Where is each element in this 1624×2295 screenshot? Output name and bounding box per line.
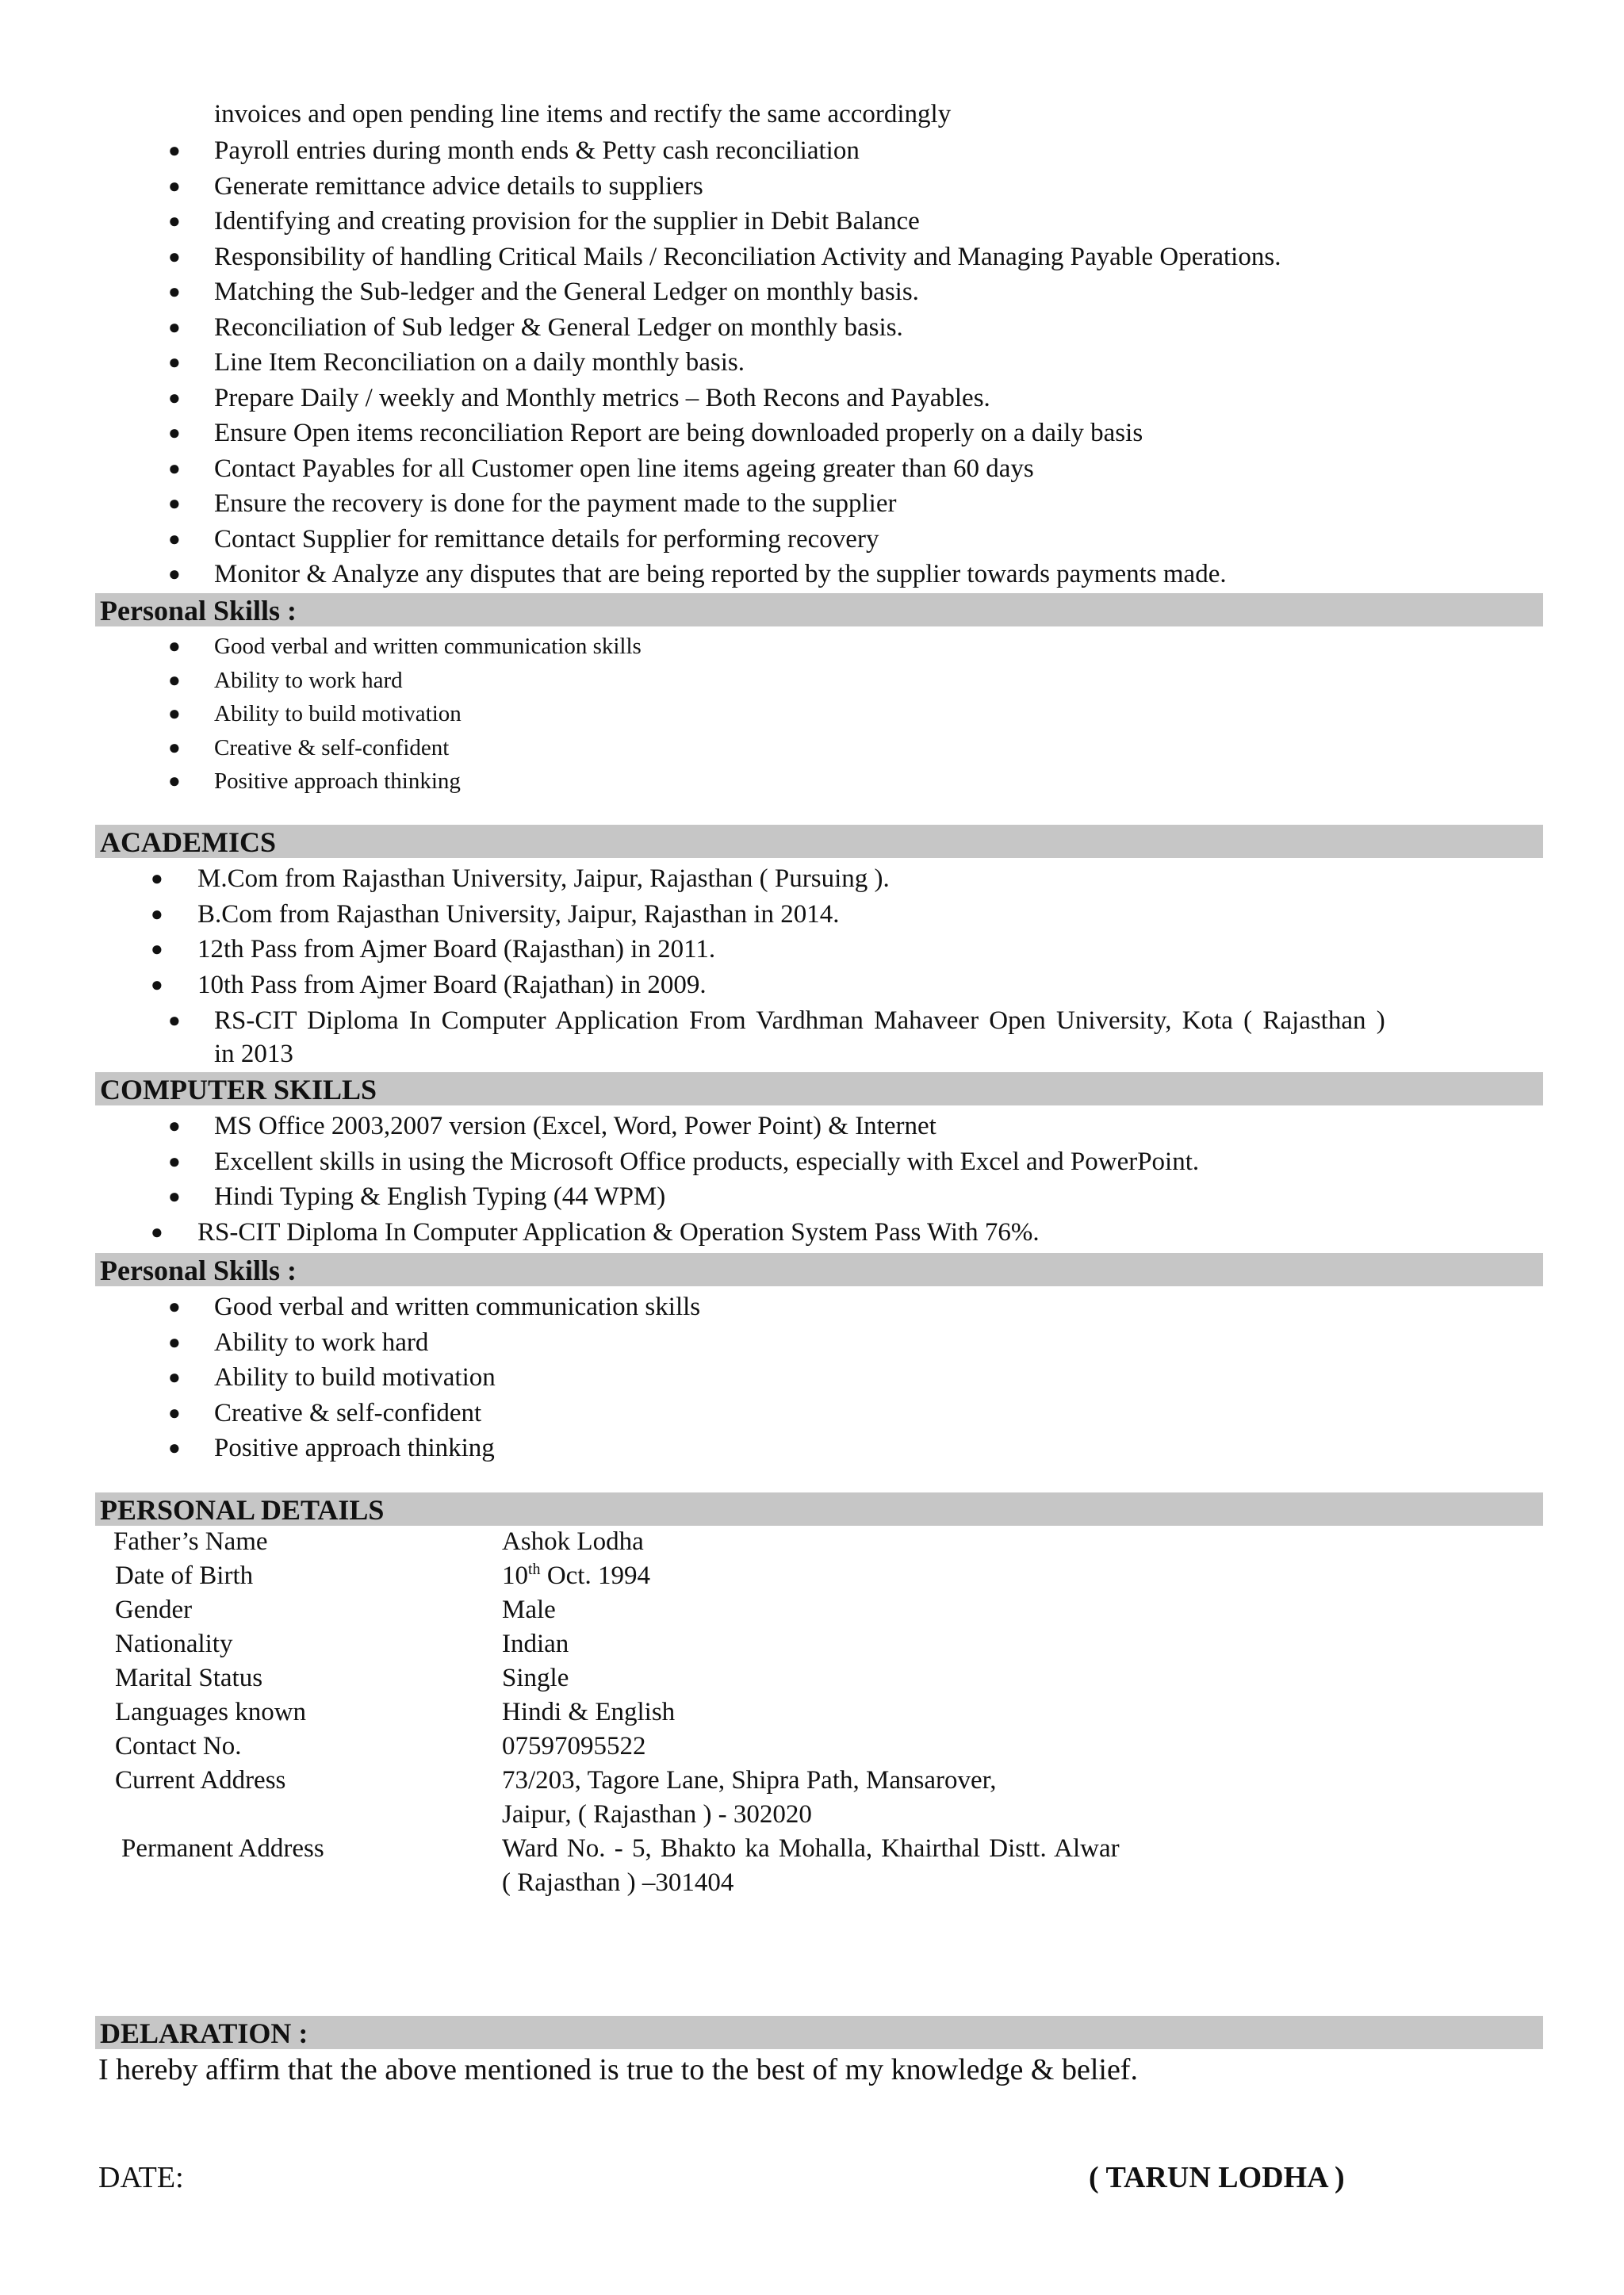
bullet-icon: ●	[168, 1009, 181, 1032]
list-item	[0, 1396, 1624, 1431]
detail-row	[113, 1764, 1461, 1798]
list-item	[0, 897, 1624, 933]
list-item-text: M.Com from Rajasthan University, Jaipur, Rajasthan ( Pursuing ).	[197, 864, 890, 893]
detail-row	[113, 1695, 1461, 1730]
list-item	[0, 1109, 1624, 1144]
bullet-icon: ●	[168, 1366, 181, 1389]
list-item-text: RS-CIT Diploma In Computer Application & Operation System Pass With 76%.	[197, 1218, 1040, 1247]
list-item-text: 10th Pass from Ajmer Board (Rajathan) in 2009.	[197, 970, 707, 999]
detail-row	[113, 1661, 1461, 1695]
detail-value: 07597095522	[502, 1732, 646, 1761]
detail-value: Single	[502, 1664, 569, 1692]
detail-label: Contact No.	[115, 1732, 242, 1761]
dob-rest: Oct. 1994	[540, 1561, 650, 1590]
personal-skills-list-2	[0, 1289, 1624, 1466]
list-item	[0, 630, 1624, 664]
detail-value	[502, 1559, 1461, 1593]
bullet-icon: ●	[168, 351, 181, 374]
detail-label: Father’s Name	[113, 1527, 268, 1556]
list-item-text: Hindi Typing & English Typing (44 WPM)	[214, 1182, 666, 1211]
bullet-icon: ●	[168, 527, 181, 550]
detail-label: Current Address	[115, 1766, 286, 1795]
detail-label-empty	[113, 1866, 502, 1900]
list-item-text: Contact Payables for all Customer open line items ageing greater than 60 days	[214, 454, 1034, 483]
list-item	[0, 697, 1624, 731]
section-title: DELARATION :	[100, 2017, 308, 2049]
list-item-text: Generate remittance advice details to suppliers	[214, 171, 703, 201]
list-item	[0, 1325, 1624, 1361]
list-item	[0, 204, 1624, 239]
personal-skills-list	[0, 630, 1624, 799]
bullet-icon: ●	[168, 174, 181, 197]
list-item-text: Ability to work hard	[214, 667, 403, 693]
academics-list	[0, 861, 1624, 1002]
detail-value: Jaipur, ( Rajasthan ) - 302020	[502, 1800, 812, 1829]
declaration-text: I hereby affirm that the above mentioned is true to the best of my knowledge & belief.	[98, 2053, 1138, 2086]
list-item	[0, 345, 1624, 381]
responsibilities-list	[0, 133, 1624, 592]
section-header-academics	[95, 825, 1543, 858]
detail-value: Male	[502, 1596, 556, 1624]
bullet-icon: ●	[168, 562, 181, 585]
section-header-computer-skills	[95, 1072, 1543, 1105]
detail-row	[113, 1866, 1461, 1900]
list-item	[0, 1360, 1624, 1396]
list-item-text: Ensure the recovery is done for the payment made to the supplier	[214, 489, 897, 518]
list-item-text: Good verbal and written communication skills	[214, 1293, 701, 1321]
list-item-text: Line Item Reconciliation on a daily monthly basis.	[214, 348, 745, 377]
list-item	[0, 522, 1624, 557]
bullet-icon: ●	[168, 1295, 181, 1318]
list-item	[0, 1289, 1624, 1325]
bullet-icon: ●	[168, 244, 181, 268]
section-title: ACADEMICS	[100, 826, 277, 858]
bullet-icon: ●	[168, 1149, 181, 1173]
list-item	[0, 1144, 1624, 1180]
list-item-text: Creative & self-confident	[214, 734, 450, 761]
section-title: COMPUTER SKILLS	[100, 1074, 377, 1105]
list-item-text: Matching the Sub-ledger and the General Ledger on monthly basis.	[214, 278, 919, 306]
bullet-icon: ●	[168, 1400, 181, 1424]
bullet-icon: ●	[168, 456, 181, 480]
detail-label: Permanent Address	[121, 1834, 324, 1863]
list-item	[0, 967, 1624, 1003]
list-item	[0, 764, 1624, 799]
bullet-icon: ●	[151, 1220, 163, 1243]
list-item	[0, 932, 1624, 967]
detail-row	[113, 1832, 1461, 1866]
list-item	[0, 169, 1624, 205]
list-item	[0, 861, 1624, 897]
bullet-icon: ●	[168, 702, 181, 725]
detail-row	[113, 1730, 1461, 1764]
bullet-icon: ●	[168, 209, 181, 232]
list-item-text: Positive approach thinking	[214, 1434, 495, 1462]
bullet-icon: ●	[168, 421, 181, 444]
bullet-icon: ●	[168, 492, 181, 515]
list-item-text: Ensure Open items reconciliation Report are being downloaded properly on a daily basis	[214, 419, 1143, 447]
bullet-icon: ●	[168, 634, 181, 657]
list-item	[0, 1431, 1624, 1466]
detail-row	[113, 1627, 1461, 1661]
list-item-text: Ability to build motivation	[214, 701, 462, 726]
list-item	[0, 310, 1624, 346]
list-item	[0, 557, 1624, 592]
bullet-icon: ●	[168, 315, 181, 339]
detail-value: Indian	[502, 1630, 569, 1658]
bullet-icon: ●	[168, 1330, 181, 1354]
detail-value: Hindi & English	[502, 1698, 676, 1726]
detail-label: Languages known	[115, 1698, 307, 1726]
rscit-line-1: RS-CIT Diploma In Computer Application From Vardhman Mahaveer Open University, Kota ( Rajasthan )	[214, 1006, 1385, 1035]
list-item-text: Prepare Daily / weekly and Monthly metrics – Both Recons and Payables.	[214, 383, 990, 412]
section-title: PERSONAL DETAILS	[100, 1494, 385, 1526]
detail-label: Gender	[115, 1596, 193, 1624]
signature: ( TARUN LODHA )	[1089, 2161, 1345, 2194]
dob-day: 10	[502, 1561, 528, 1590]
detail-row	[113, 1798, 1461, 1832]
bullet-icon: ●	[168, 1436, 181, 1459]
bullet-icon: ●	[151, 867, 163, 890]
detail-label: Marital Status	[115, 1664, 263, 1692]
list-item	[0, 664, 1624, 698]
section-title: Personal Skills :	[100, 1255, 297, 1286]
list-item-text: Payroll entries during month ends & Petty cash reconciliation	[214, 136, 860, 165]
list-item-text: Responsibility of handling Critical Mails / Reconciliation Activity and Managing Payable Operations.	[214, 242, 1281, 271]
dob-suffix: th	[528, 1561, 541, 1578]
list-item-text: Identifying and creating provision for the supplier in Debit Balance	[214, 207, 920, 236]
list-item-text: Contact Supplier for remittance details for performing recovery	[214, 524, 879, 554]
list-item	[0, 731, 1624, 765]
personal-details-table	[113, 1525, 1461, 1900]
detail-value: Ward No. - 5, Bhakto ka Mohalla, Khairthal Distt. Alwar	[502, 1834, 1120, 1863]
list-item-text: Creative & self-confident	[214, 1398, 482, 1427]
bullet-icon: ●	[151, 937, 163, 960]
detail-row	[113, 1559, 1461, 1593]
bullet-icon: ●	[168, 385, 181, 409]
bullet-icon: ●	[151, 902, 163, 925]
bullet-icon: ●	[168, 139, 181, 162]
section-header-declaration	[95, 2016, 1543, 2049]
section-header-personal-details	[95, 1492, 1543, 1526]
section-header-personal-skills-2	[95, 1253, 1543, 1286]
list-item-text: Good verbal and written communication skills	[214, 634, 642, 659]
list-item	[0, 451, 1624, 487]
detail-value: Ashok Lodha	[502, 1527, 644, 1556]
list-item	[0, 274, 1624, 310]
bullet-icon: ●	[168, 668, 181, 692]
list-item	[0, 1179, 1624, 1215]
bullet-icon: ●	[151, 972, 163, 996]
detail-label: Nationality	[115, 1630, 233, 1658]
detail-row	[113, 1525, 1461, 1559]
list-item-text: Monitor & Analyze any disputes that are being reported by the supplier towards payments made.	[214, 560, 1227, 588]
list-item-text: Ability to build motivation	[214, 1363, 496, 1392]
section-title: Personal Skills :	[100, 595, 297, 626]
section-header-personal-skills	[95, 593, 1543, 626]
list-item	[0, 486, 1624, 522]
computer-skills-list	[0, 1109, 1624, 1215]
detail-label: Date of Birth	[115, 1561, 254, 1590]
date-label: DATE:	[98, 2161, 184, 2194]
list-item-text: 12th Pass from Ajmer Board (Rajasthan) in 2011.	[197, 935, 716, 964]
list-item-text: MS Office 2003,2007 version (Excel, Word, Power Point) & Internet	[214, 1112, 936, 1140]
bullet-icon: ●	[168, 735, 181, 759]
list-item-text: Positive approach thinking	[214, 768, 461, 794]
list-item-text: Reconciliation of Sub ledger & General Ledger on monthly basis.	[214, 312, 903, 342]
bullet-icon: ●	[168, 1114, 181, 1137]
detail-value: ( Rajasthan ) –301404	[502, 1868, 734, 1897]
detail-row	[113, 1593, 1461, 1627]
bullet-icon: ●	[168, 280, 181, 303]
bullet-icon: ●	[168, 1185, 181, 1208]
list-item	[0, 133, 1624, 169]
rscit-line-2: in 2013	[214, 1040, 293, 1068]
responsibility-continuation: invoices and open pending line items and rectify the same accordingly	[214, 100, 952, 128]
list-item-text: B.Com from Rajasthan University, Jaipur, Rajasthan in 2014.	[197, 899, 840, 929]
list-item	[0, 381, 1624, 416]
list-item	[0, 416, 1624, 451]
list-item	[0, 239, 1624, 275]
list-item-text: Excellent skills in using the Microsoft Office products, especially with Excel and PowerPoint.	[214, 1147, 1200, 1176]
detail-label-empty	[113, 1798, 502, 1832]
bullet-icon: ●	[168, 769, 181, 792]
list-item-text: Ability to work hard	[214, 1328, 429, 1357]
detail-value: 73/203, Tagore Lane, Shipra Path, Mansarover,	[502, 1766, 997, 1795]
